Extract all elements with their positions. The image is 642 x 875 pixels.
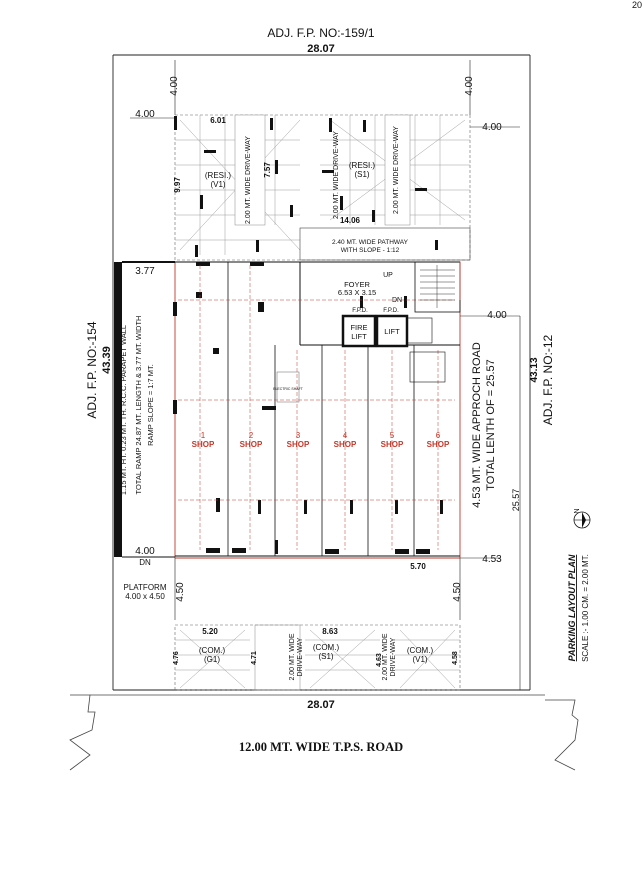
- right-lower-dim: 25.57: [511, 488, 521, 512]
- com-g1-code: (G1): [204, 655, 220, 664]
- dim-14-06: 14.06: [339, 216, 361, 225]
- shop-number-3: 3: [295, 431, 301, 440]
- fire-lift-label-1: FIRE: [350, 323, 368, 332]
- ramp-parapet: 1.15 MT. HT. 0.23 MT. TH. R.C.C. PARAPET WALL: [119, 324, 128, 496]
- dim-7-57: 7.57: [263, 162, 272, 178]
- shop-label-3: SHOP: [286, 440, 310, 449]
- com-v1-label: (COM.): [406, 646, 434, 655]
- ramp-length: TOTAL RAMP 24.87 MT. LENGTH & 3.77 MT. WIDTH: [134, 315, 143, 495]
- bottom-width-dim: 28.07: [307, 699, 335, 711]
- ramp-dn-label: DN: [139, 558, 151, 567]
- plan-scale: SCALE :- 1.00 CM. = 2.00 MT.: [581, 554, 590, 662]
- foyer-size: 6.53 X 3.15: [337, 288, 377, 297]
- com-s1-code: (S1): [318, 652, 334, 661]
- driveway-right-label: 2.00 MT. WIDE DRIVE-WAY: [393, 126, 400, 214]
- dim-6-01: 6.01: [210, 116, 226, 125]
- shop-label-1: SHOP: [191, 440, 215, 449]
- setback-lines: [130, 60, 520, 127]
- setback-top-left: 4.00: [169, 76, 180, 96]
- setback-top-left-h: 4.00: [135, 109, 155, 120]
- shop-number-5: 5: [389, 431, 395, 440]
- front-4-63-dim: 4.63: [376, 653, 383, 667]
- front-4-58-dim: 4.58: [452, 651, 459, 665]
- foyer-label: FOYER: [344, 280, 370, 289]
- front-4-71-dim: 4.71: [251, 651, 258, 665]
- platform-label: PLATFORM: [123, 583, 167, 592]
- setback-left-upper: 3.77: [135, 266, 155, 277]
- shop-label-2: SHOP: [239, 440, 263, 449]
- front-driveway-2b: DRIVE-WAY: [390, 637, 397, 677]
- right-depth-dim: 43.13: [529, 357, 540, 383]
- front-driveway-1b: DRIVE-WAY: [297, 637, 304, 677]
- dim-9-97: 9.97: [173, 177, 182, 193]
- lift-label: LIFT: [384, 327, 400, 336]
- road-label: 12.00 MT. WIDE T.P.S. ROAD: [238, 740, 404, 754]
- corner-mark: 20: [631, 0, 642, 10]
- com-g1-label: (COM.): [198, 646, 226, 655]
- front-4-76-dim: 4.76: [173, 651, 180, 665]
- top-width-dim: 28.07: [307, 43, 335, 55]
- adj-right-label: ADJ. F.P. NO:-12: [541, 334, 555, 426]
- com-v1-code: (V1): [412, 655, 428, 664]
- front-right-dim: 4.50: [452, 582, 463, 602]
- front-driveway-1a: 2.00 MT. WIDE: [289, 633, 296, 681]
- driveway-mid-label: 2.00 MT. WIDE DRIVE-WAY: [333, 131, 340, 219]
- shop-labels: [192, 431, 450, 449]
- front-left-dim: 4.50: [175, 582, 186, 602]
- setback-bottom-right: 4.53: [482, 554, 502, 565]
- shop-number-4: 4: [342, 431, 348, 440]
- shop-number-1: 1: [200, 431, 206, 440]
- shop-partitions: [228, 262, 414, 556]
- resi-v1-label: (RESI.): [204, 171, 232, 180]
- left-depth-dim: 43.39: [101, 346, 113, 374]
- columns: [173, 262, 443, 554]
- shop-number-2: 2: [248, 431, 254, 440]
- ramp-slope: RAMP SLOPE = 1:7 MT.: [146, 364, 155, 446]
- plan-title: PARKING LAYOUT PLAN: [567, 554, 577, 662]
- setback-top-right-h: 4.00: [482, 122, 502, 133]
- shop-number-6: 6: [435, 431, 441, 440]
- approach-road-label: 4.53 MT. WIDE APPROCH ROAD: [471, 342, 483, 508]
- resi-s1-label: (RESI.): [348, 161, 376, 170]
- pathway-label: 2.40 MT. WIDE PATHWAY: [332, 239, 408, 246]
- setback-right-mid: 4.00: [487, 310, 507, 321]
- stair-dn: DN: [391, 297, 403, 304]
- fire-lift-label-2: LIFT: [351, 332, 367, 341]
- front-driveway-2a: 2.00 MT. WIDE: [382, 633, 389, 681]
- fpd-left: F.P.D.: [352, 308, 368, 314]
- shops-width-dim: 5.70: [410, 562, 426, 571]
- front-8-63-dim: 8.63: [322, 627, 338, 636]
- setback-left-lower: 4.00: [135, 546, 155, 557]
- approach-road-length: TOTAL LENTH OF = 25.57: [485, 359, 497, 491]
- pathway-slope: WITH SLOPE - 1:12: [340, 247, 400, 254]
- com-s1-label: (COM.): [312, 643, 340, 652]
- electric-shaft-label: ELECTRIC SHAFT: [273, 387, 303, 391]
- adj-top-label: ADJ. F.P. NO:-159/1: [267, 26, 375, 40]
- shop-label-4: SHOP: [333, 440, 357, 449]
- stair-up: UP: [383, 272, 393, 279]
- building-outline: [175, 262, 460, 558]
- driveway-left-label: 2.00 MT. WIDE DRIVE-WAY: [245, 136, 252, 224]
- shop-label-6: SHOP: [426, 440, 450, 449]
- setback-top-right: 4.00: [464, 76, 475, 96]
- shop-label-5: SHOP: [380, 440, 404, 449]
- front-5-20-dim: 5.20: [202, 627, 218, 636]
- resi-v1-code: (V1): [210, 180, 226, 189]
- platform-size: 4.00 x 4.50: [125, 592, 165, 601]
- adj-left-label: ADJ. F.P. NO:-154: [85, 321, 99, 419]
- north-label: N: [574, 508, 581, 514]
- resi-s1-code: (S1): [354, 170, 370, 179]
- fpd-right: F.P.D.: [383, 308, 399, 314]
